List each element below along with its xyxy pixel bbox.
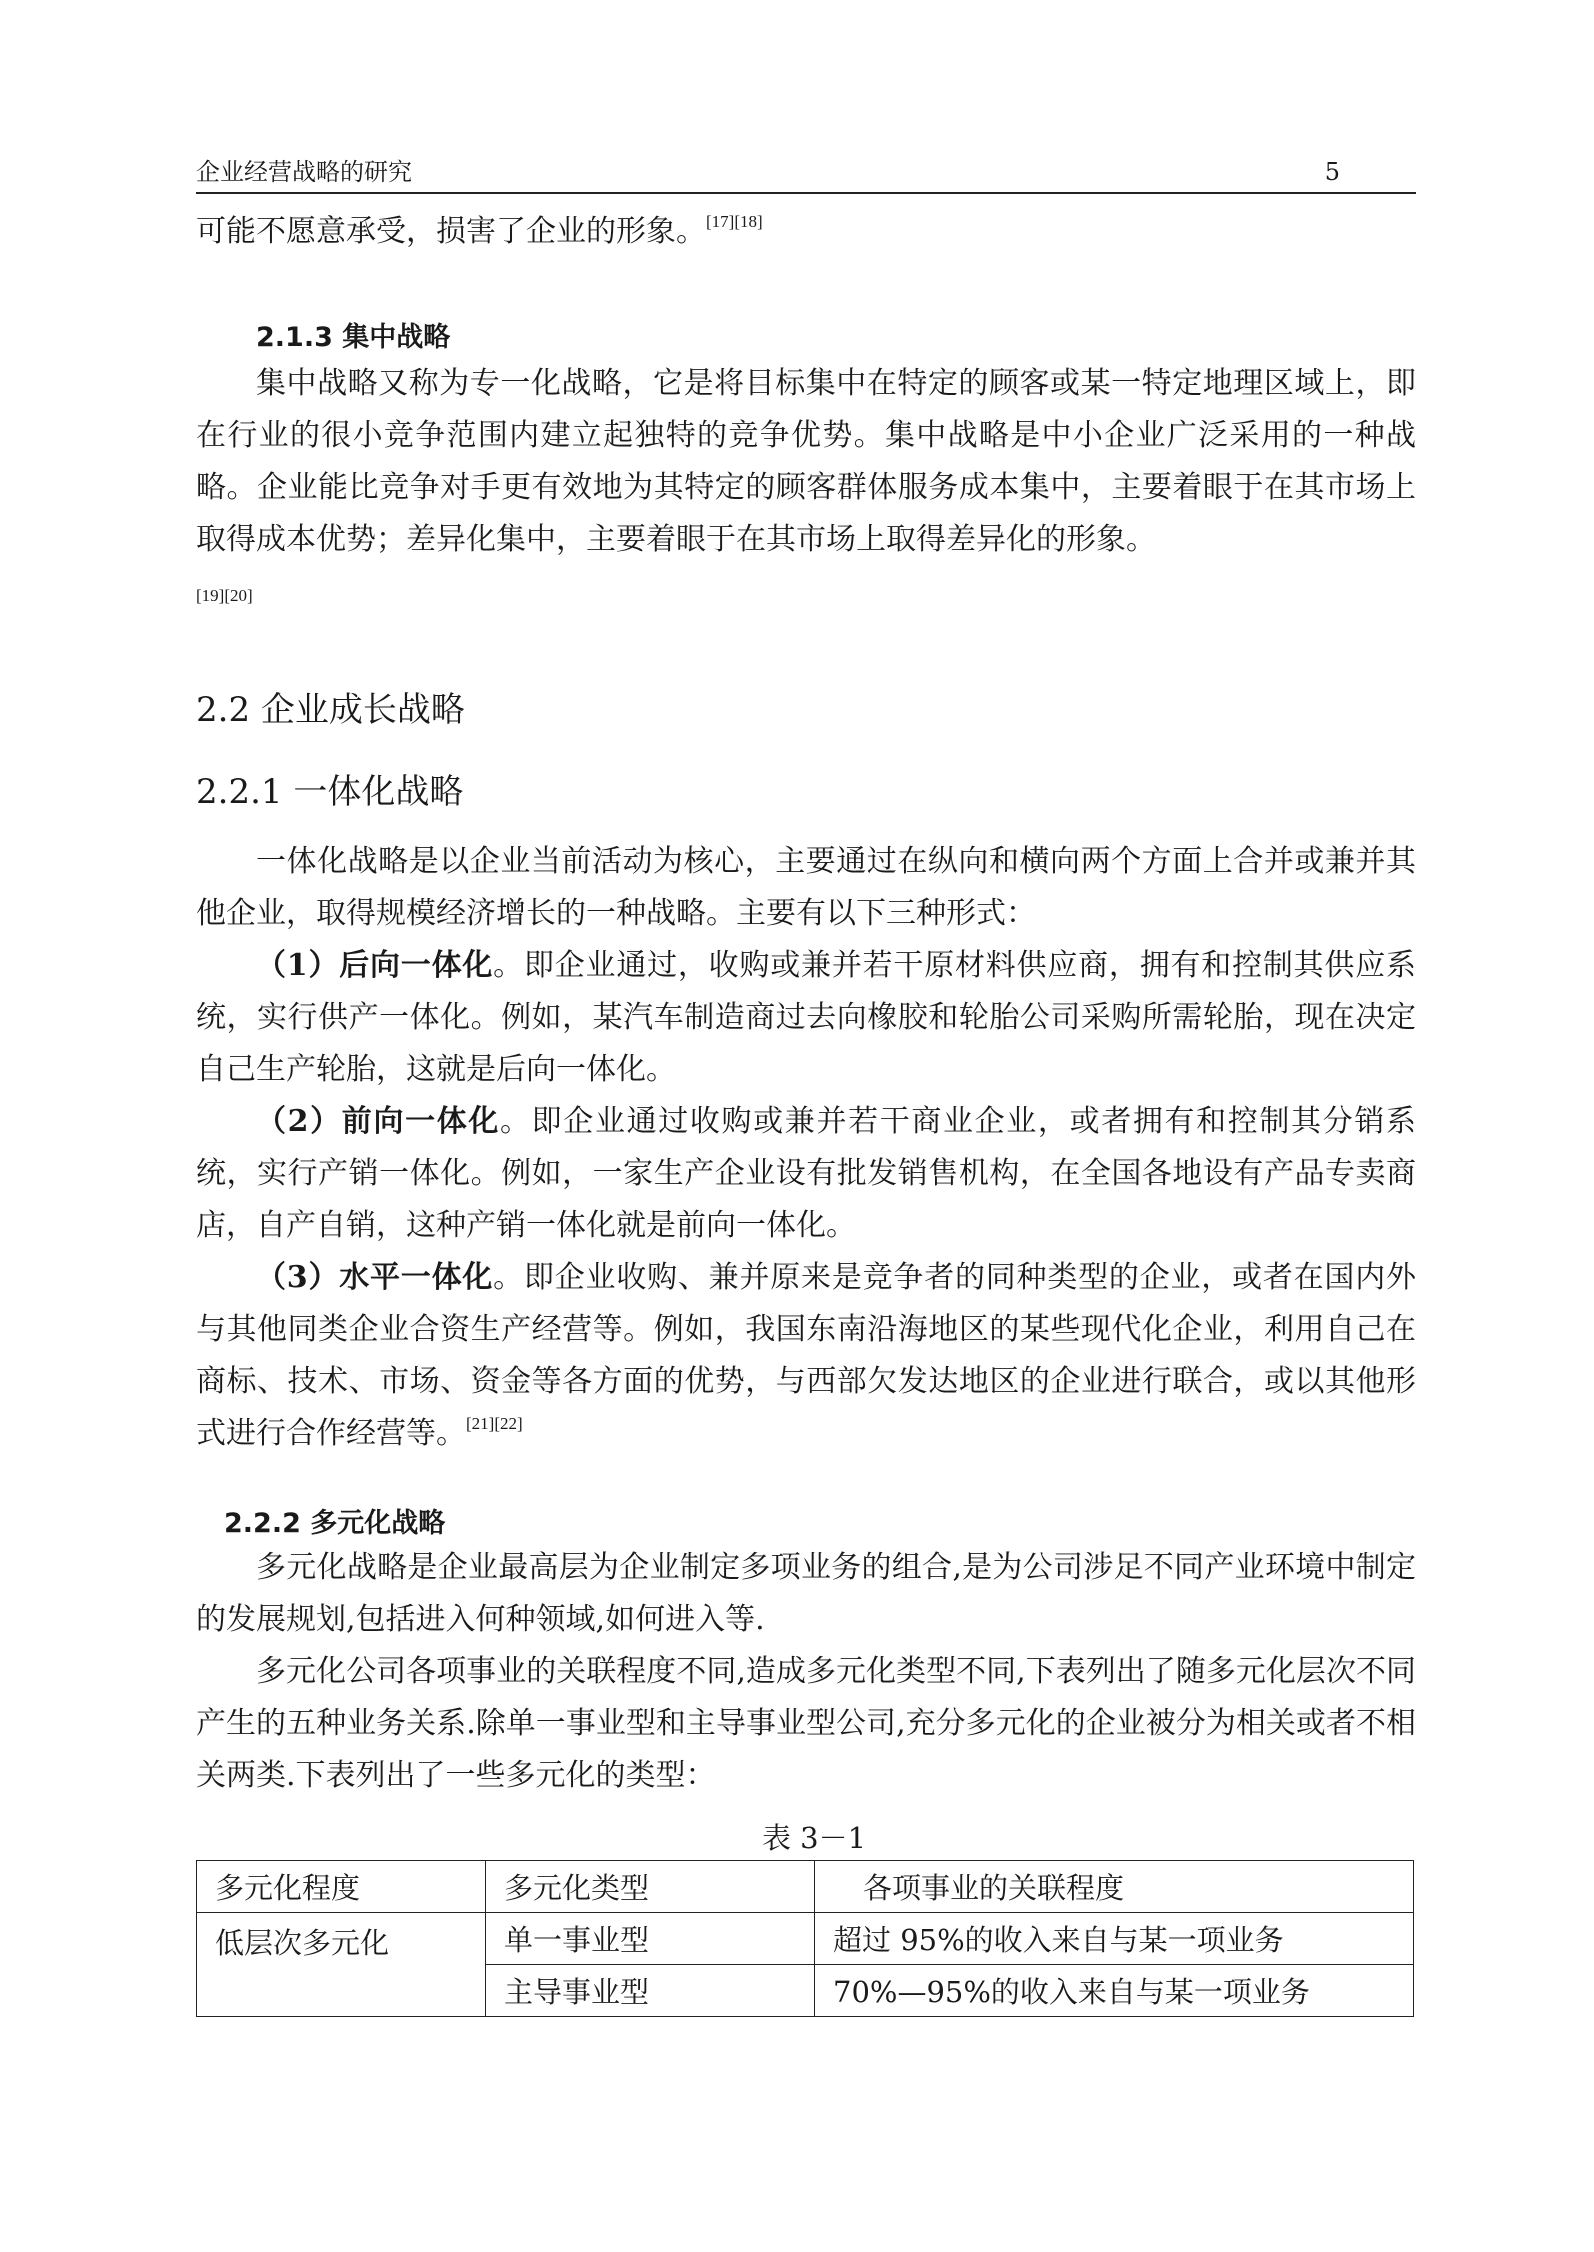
table-header-cell: 多元化程度 xyxy=(197,1861,486,1913)
citation: [17][18] xyxy=(706,212,763,231)
item-lead: （3）水平一体化 xyxy=(256,1260,494,1295)
citation: [21][22] xyxy=(466,1414,523,1433)
item-lead: （2）前向一体化 xyxy=(256,1104,501,1139)
table-cell: 70%—95%的收入来自与某一项业务 xyxy=(815,1965,1414,2017)
table-header-cell: 各项事业的关联程度 xyxy=(815,1861,1414,1913)
table-group-cell: 低层次多元化 xyxy=(197,1913,486,2017)
citation: [19][20] xyxy=(196,586,253,605)
list-item-horizontal-integration xyxy=(196,1252,1416,1460)
table-cell: 单一事业型 xyxy=(486,1913,815,1965)
running-header xyxy=(196,152,1416,194)
paragraph-2-2-2-b: 多元化公司各项事业的关联程度不同,造成多元化类型不同,下表列出了随多元化层次不同产生的五种业务关系.除单一事业型和主导事业型公司,充分多元化的企业被分为相关或者不相关两类.下表列出了一些多元化的类型： xyxy=(196,1654,1416,1793)
paragraph-2-2-1-intro: 一体化战略是以企业当前活动为核心，主要通过在纵向和横向两个方面上合并或兼并其他企业，取得规模经济增长的一种战略。主要有以下三种形式： xyxy=(196,844,1416,931)
table-caption: 表 3－1 xyxy=(761,1821,867,1855)
table-cell: 超过 95%的收入来自与某一项业务 xyxy=(815,1913,1414,1965)
heading-2-2-1: 2.2.1 一体化战略 xyxy=(196,772,464,812)
heading-2-2-2: 2.2.2 多元化战略 xyxy=(224,1508,446,1539)
paragraph-text: 集中战略又称为专一化战略，它是将目标集中在特定的顾客或某一特定地理区域上，即在行业的很小竞争范围内建立起独特的竞争优势。集中战略是中小企业广泛采用的一种战略。企业能比竞争对手更有效地为其特定的顾客群体服务成本集中，主要着眼于在其市场上取得成本优势；差异化集中，主要着眼于在其市场上取得差异化的形象。 xyxy=(196,366,1416,557)
diversification-table xyxy=(196,1860,1414,2017)
header-title: 企业经营战略的研究 xyxy=(196,158,412,186)
item-text: 。即企业通过，收购或兼并若干原材料供应商，拥有和控制其供应系统，实行供产一体化。例如，某汽车制造商过去向橡胶和轮胎公司采购所需轮胎，现在决定自己生产轮胎，这就是后向一体化。 xyxy=(196,948,1416,1087)
heading-2-2: 2.2 企业成长战略 xyxy=(196,690,465,730)
list-item-forward-integration xyxy=(196,1096,1416,1252)
heading-2-1-3: 2.1.3 集中战略 xyxy=(256,322,451,353)
item-lead: （1）后向一体化 xyxy=(256,948,494,983)
page-number: 5 xyxy=(1324,158,1340,186)
intro-paragraph xyxy=(196,206,1416,258)
item-text: 。即企业收购、兼并原来是竞争者的同种类型的企业，或者在国内外与其他同类企业合资生产经营等。例如，我国东南沿海地区的某些现代化企业，利用自己在商标、技术、市场、资金等各方面的优势，与西部欠发达地区的企业进行联合，或以其他形式进行合作经营等。 xyxy=(196,1260,1416,1451)
paragraph-2-1-3 xyxy=(196,358,1416,618)
table-cell: 主导事业型 xyxy=(486,1965,815,2017)
paragraph-2-2-2-a: 多元化战略是企业最高层为企业制定多项业务的组合,是为公司涉足不同产业环境中制定的发展规划,包括进入何种领域,如何进入等. xyxy=(196,1550,1416,1637)
item-text: 。即企业通过收购或兼并若干商业企业，或者拥有和控制其分销系统，实行产销一体化。例如，一家生产企业设有批发销售机构，在全国各地设有产品专卖商店，自产自销，这种产销一体化就是前向一体化。 xyxy=(196,1104,1417,1243)
list-item-backward-integration xyxy=(196,940,1416,1096)
table-row xyxy=(197,1913,1414,1965)
table-header-row xyxy=(197,1861,1414,1913)
intro-text: 可能不愿意承受，损害了企业的形象。 xyxy=(196,214,706,249)
table-header-cell: 多元化类型 xyxy=(486,1861,815,1913)
